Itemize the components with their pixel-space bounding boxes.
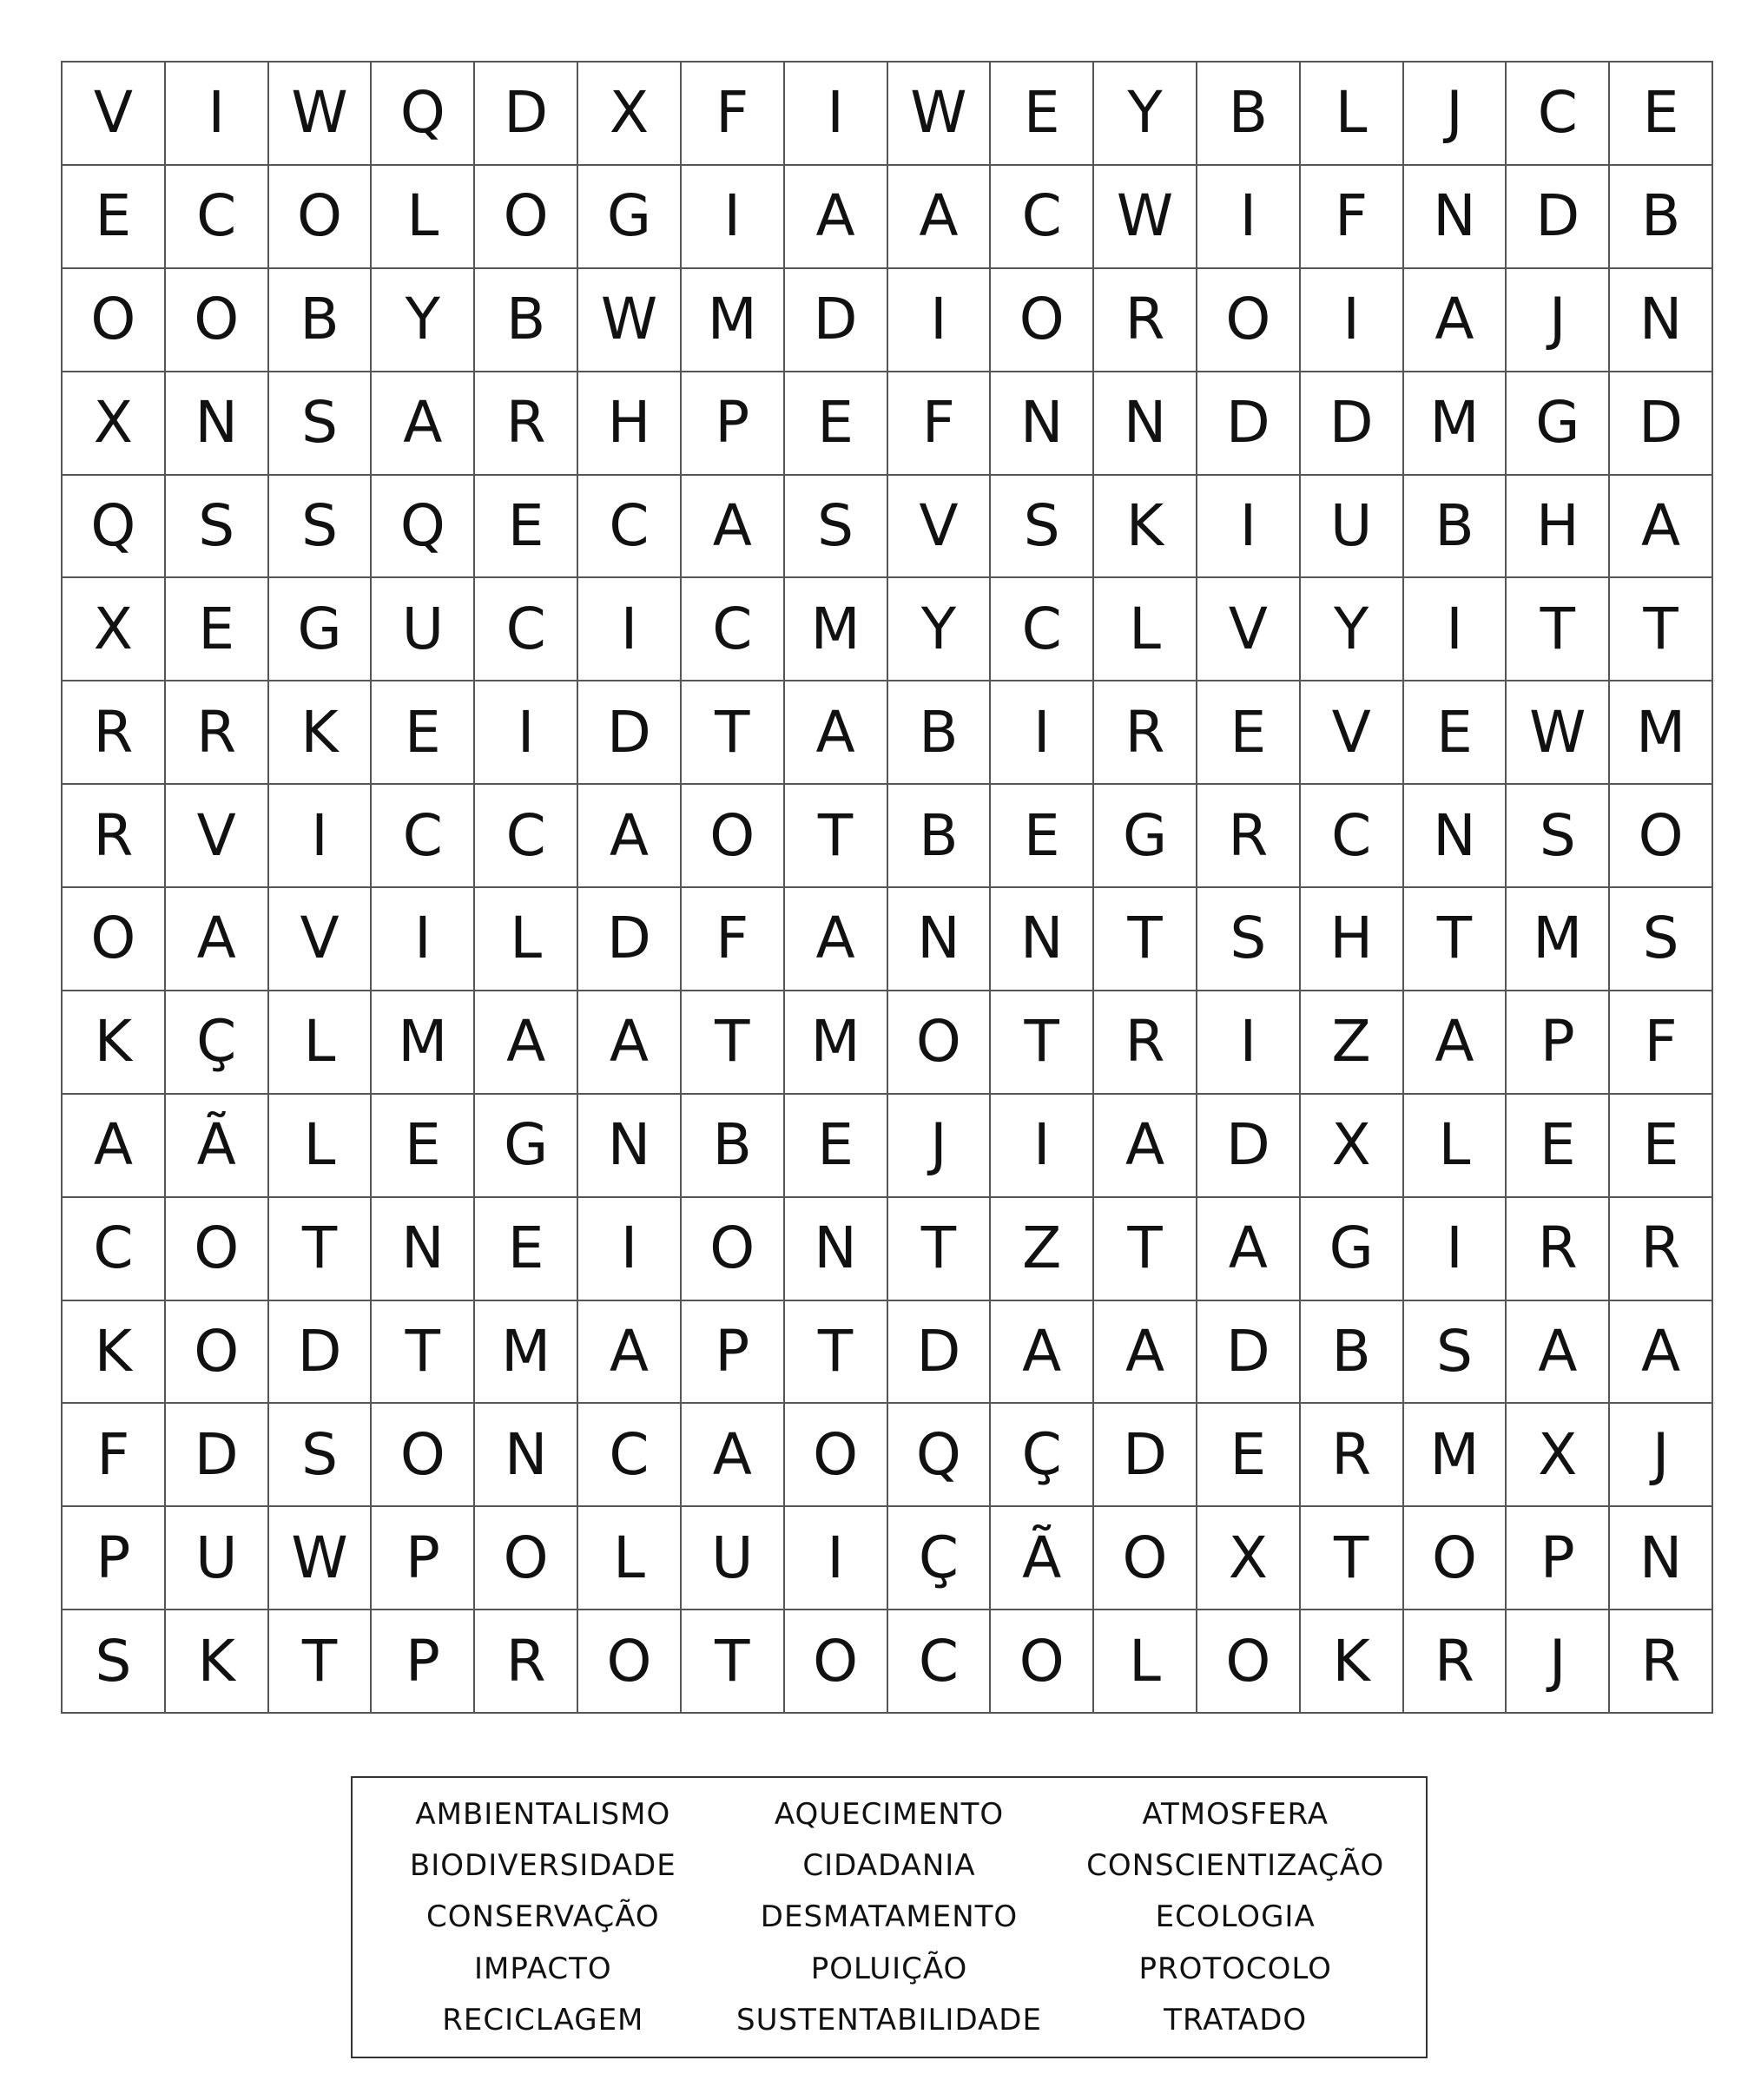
grid-cell[interactable]: P — [63, 1507, 166, 1610]
grid-cell[interactable]: M — [785, 578, 888, 681]
grid-cell[interactable]: E — [63, 166, 166, 269]
grid-cell[interactable]: P — [372, 1610, 475, 1714]
grid-cell[interactable]: E — [1404, 681, 1507, 785]
grid-cell[interactable]: U — [166, 1507, 269, 1610]
grid-cell[interactable]: B — [1301, 1301, 1404, 1405]
grid-cell[interactable]: M — [475, 1301, 578, 1405]
grid-cell[interactable]: A — [578, 1301, 682, 1405]
grid-cell[interactable]: Ã — [166, 1095, 269, 1198]
grid-cell[interactable]: M — [1404, 372, 1507, 476]
grid-cell[interactable]: I — [785, 63, 888, 166]
grid-cell[interactable]: E — [1507, 1095, 1610, 1198]
word-bank-item: AMBIENTALISMO — [415, 1796, 671, 1832]
grid-cell[interactable]: E — [372, 1095, 475, 1198]
grid-cell[interactable]: O — [991, 269, 1094, 372]
grid-cell[interactable]: C — [682, 578, 785, 681]
grid-cell[interactable]: E — [991, 785, 1094, 888]
grid-cell[interactable]: P — [372, 1507, 475, 1610]
grid-cell[interactable]: N — [1610, 269, 1713, 372]
word-bank-item: POLUIÇÃO — [810, 1951, 968, 1986]
word-bank-item: DESMATAMENTO — [760, 1899, 1019, 1935]
grid-cell[interactable]: L — [1094, 1610, 1197, 1714]
grid-cell[interactable]: T — [991, 991, 1094, 1095]
grid-cell[interactable]: N — [1610, 1507, 1713, 1610]
grid-cell[interactable]: D — [1301, 372, 1404, 476]
grid-cell[interactable]: R — [63, 785, 166, 888]
grid-cell[interactable]: T — [1610, 578, 1713, 681]
grid-cell[interactable]: Ç — [888, 1507, 992, 1610]
grid-cell[interactable]: A — [1610, 1301, 1713, 1405]
grid-cell[interactable]: F — [63, 1404, 166, 1507]
grid-cell[interactable]: V — [166, 785, 269, 888]
grid-cell[interactable]: A — [1094, 1301, 1197, 1405]
grid-cell[interactable]: O — [785, 1404, 888, 1507]
grid-cell[interactable]: A — [475, 991, 578, 1095]
grid-cell[interactable]: L — [1094, 578, 1197, 681]
grid-cell[interactable]: O — [166, 1301, 269, 1405]
grid-cell[interactable]: L — [269, 1095, 373, 1198]
grid-cell[interactable]: R — [1094, 991, 1197, 1095]
grid-cell[interactable]: S — [991, 476, 1094, 579]
grid-cell[interactable]: B — [1197, 63, 1301, 166]
grid-cell[interactable]: R — [166, 681, 269, 785]
grid-cell[interactable]: J — [1507, 1610, 1610, 1714]
grid-cell[interactable]: E — [1197, 1404, 1301, 1507]
grid-cell[interactable]: R — [1404, 1610, 1507, 1714]
grid-cell[interactable]: M — [1404, 1404, 1507, 1507]
grid-cell[interactable]: J — [1404, 63, 1507, 166]
grid-cell[interactable]: Q — [63, 476, 166, 579]
grid-cell[interactable]: T — [1404, 888, 1507, 991]
grid-cell[interactable]: X — [63, 372, 166, 476]
grid-cell[interactable]: O — [1197, 1610, 1301, 1714]
grid-cell[interactable]: A — [1610, 476, 1713, 579]
grid-cell[interactable]: C — [372, 785, 475, 888]
grid-cell[interactable]: R — [475, 372, 578, 476]
grid-cell[interactable]: D — [269, 1301, 373, 1405]
grid-cell[interactable]: K — [1094, 476, 1197, 579]
grid-cell[interactable]: D — [785, 269, 888, 372]
grid-cell[interactable]: K — [166, 1610, 269, 1714]
grid-cell[interactable]: V — [888, 476, 992, 579]
grid-cell[interactable]: Z — [1301, 991, 1404, 1095]
grid-cell[interactable]: X — [1507, 1404, 1610, 1507]
grid-cell[interactable]: I — [888, 269, 992, 372]
grid-cell[interactable]: S — [1404, 1301, 1507, 1405]
grid-cell[interactable]: O — [166, 1198, 269, 1301]
grid-cell[interactable]: D — [578, 888, 682, 991]
grid-cell[interactable]: C — [1301, 785, 1404, 888]
grid-cell[interactable]: X — [1301, 1095, 1404, 1198]
grid-cell[interactable]: X — [1197, 1507, 1301, 1610]
grid-cell[interactable]: A — [1197, 1198, 1301, 1301]
grid-cell[interactable]: N — [166, 372, 269, 476]
grid-cell[interactable]: I — [475, 681, 578, 785]
grid-cell[interactable]: H — [1301, 888, 1404, 991]
grid-cell[interactable]: A — [578, 785, 682, 888]
grid-cell[interactable]: T — [785, 785, 888, 888]
grid-cell[interactable]: H — [1507, 476, 1610, 579]
word-bank-item: TRATADO — [1164, 2003, 1308, 2038]
grid-cell[interactable]: I — [1197, 166, 1301, 269]
grid-cell[interactable]: D — [1197, 372, 1301, 476]
grid-cell[interactable]: C — [888, 1610, 992, 1714]
grid-cell[interactable]: R — [1197, 785, 1301, 888]
grid-cell[interactable]: R — [1301, 1404, 1404, 1507]
grid-cell[interactable]: A — [1094, 1095, 1197, 1198]
grid-cell[interactable]: O — [888, 991, 992, 1095]
grid-cell[interactable]: B — [1610, 166, 1713, 269]
grid-cell[interactable]: N — [888, 888, 992, 991]
grid-cell[interactable]: E — [475, 1198, 578, 1301]
grid-cell[interactable]: I — [578, 578, 682, 681]
grid-cell[interactable]: A — [785, 681, 888, 785]
grid-cell[interactable]: S — [269, 372, 373, 476]
grid-cell[interactable]: F — [682, 888, 785, 991]
grid-cell[interactable]: D — [166, 1404, 269, 1507]
grid-cell[interactable]: T — [682, 991, 785, 1095]
grid-cell[interactable]: B — [682, 1095, 785, 1198]
grid-cell[interactable]: E — [991, 63, 1094, 166]
grid-cell[interactable]: I — [269, 785, 373, 888]
grid-cell[interactable]: T — [269, 1198, 373, 1301]
grid-cell[interactable]: N — [475, 1404, 578, 1507]
grid-cell[interactable]: S — [63, 1610, 166, 1714]
grid-cell[interactable]: O — [1610, 785, 1713, 888]
grid-cell[interactable]: D — [1507, 166, 1610, 269]
grid-cell[interactable]: I — [1404, 578, 1507, 681]
word-bank-item: BIODIVERSIDADE — [409, 1848, 676, 1884]
grid-cell[interactable]: O — [166, 269, 269, 372]
word-bank — [351, 1776, 1428, 2058]
grid-cell[interactable]: R — [1507, 1198, 1610, 1301]
grid-cell[interactable]: W — [269, 1507, 373, 1610]
grid-cell[interactable]: E — [1610, 63, 1713, 166]
grid-cell[interactable]: L — [1301, 63, 1404, 166]
word-bank-item: SUSTENTABILIDADE — [736, 2003, 1042, 2038]
word-bank-item: CONSCIENTIZAÇÃO — [1086, 1848, 1385, 1884]
grid-cell[interactable]: W — [269, 63, 373, 166]
grid-cell[interactable]: T — [682, 1610, 785, 1714]
grid-cell[interactable]: I — [682, 166, 785, 269]
grid-cell[interactable]: O — [991, 1610, 1094, 1714]
grid-cell[interactable]: Y — [372, 269, 475, 372]
grid-cell[interactable]: U — [372, 578, 475, 681]
grid-cell[interactable]: C — [578, 476, 682, 579]
grid-cell[interactable]: W — [1507, 681, 1610, 785]
grid-cell[interactable]: C — [475, 578, 578, 681]
grid-cell[interactable]: I — [1197, 991, 1301, 1095]
grid-cell[interactable]: R — [1610, 1610, 1713, 1714]
grid-cell[interactable]: N — [991, 372, 1094, 476]
grid-cell[interactable]: N — [578, 1095, 682, 1198]
grid-cell[interactable]: Q — [888, 1404, 992, 1507]
grid-cell[interactable]: I — [991, 681, 1094, 785]
grid-cell[interactable]: B — [269, 269, 373, 372]
grid-cell[interactable]: O — [372, 1404, 475, 1507]
grid-cell[interactable]: P — [682, 372, 785, 476]
grid-cell[interactable]: O — [682, 785, 785, 888]
grid-cell[interactable]: I — [991, 1095, 1094, 1198]
grid-cell[interactable]: A — [991, 1301, 1094, 1405]
grid-cell[interactable]: D — [888, 1301, 992, 1405]
grid-cell[interactable]: A — [888, 166, 992, 269]
grid-cell[interactable]: O — [269, 166, 373, 269]
grid-cell[interactable]: Q — [372, 63, 475, 166]
grid-cell[interactable]: O — [785, 1610, 888, 1714]
grid-cell[interactable]: T — [888, 1198, 992, 1301]
grid-cell[interactable]: R — [475, 1610, 578, 1714]
grid-cell[interactable]: V — [1301, 681, 1404, 785]
grid-cell[interactable]: V — [63, 63, 166, 166]
grid-cell[interactable]: O — [475, 1507, 578, 1610]
grid-cell[interactable]: V — [269, 888, 373, 991]
grid-cell[interactable]: Y — [1094, 63, 1197, 166]
word-bank-item: RECICLAGEM — [442, 2003, 644, 2038]
grid-cell[interactable]: I — [578, 1198, 682, 1301]
grid-cell[interactable]: U — [682, 1507, 785, 1610]
grid-cell[interactable]: D — [578, 681, 682, 785]
grid-cell[interactable]: Q — [372, 476, 475, 579]
grid-cell[interactable]: N — [1404, 166, 1507, 269]
word-bank-item: ECOLOGIA — [1155, 1899, 1316, 1935]
grid-cell[interactable]: K — [1301, 1610, 1404, 1714]
grid-cell[interactable]: A — [166, 888, 269, 991]
grid-cell[interactable]: X — [63, 578, 166, 681]
grid-cell[interactable]: O — [682, 1198, 785, 1301]
grid-cell[interactable]: T — [269, 1610, 373, 1714]
grid-cell[interactable]: O — [578, 1610, 682, 1714]
grid-cell[interactable]: K — [63, 991, 166, 1095]
grid-cell[interactable]: S — [1197, 888, 1301, 991]
grid-cell[interactable]: Z — [991, 1198, 1094, 1301]
grid-cell[interactable]: R — [1610, 1198, 1713, 1301]
grid-cell[interactable]: N — [991, 888, 1094, 991]
grid-cell[interactable]: A — [1404, 269, 1507, 372]
grid-cell[interactable]: B — [475, 269, 578, 372]
grid-cell[interactable]: E — [785, 1095, 888, 1198]
grid-cell[interactable]: O — [63, 269, 166, 372]
grid-cell[interactable]: Y — [888, 578, 992, 681]
grid-cell[interactable]: F — [1301, 166, 1404, 269]
grid-cell[interactable]: I — [372, 888, 475, 991]
word-search-grid — [61, 61, 1713, 1714]
grid-cell[interactable]: S — [269, 1404, 373, 1507]
grid-cell[interactable]: R — [1094, 681, 1197, 785]
grid-cell[interactable]: A — [785, 166, 888, 269]
grid-cell[interactable]: W — [578, 269, 682, 372]
grid-cell[interactable]: F — [682, 63, 785, 166]
grid-cell[interactable]: C — [475, 785, 578, 888]
grid-cell[interactable]: D — [1197, 1301, 1301, 1405]
grid-cell[interactable]: C — [578, 1404, 682, 1507]
grid-cell[interactable]: T — [1094, 888, 1197, 991]
grid-cell[interactable]: B — [888, 785, 992, 888]
grid-cell[interactable]: C — [991, 166, 1094, 269]
grid-cell[interactable]: A — [63, 1095, 166, 1198]
grid-cell[interactable]: B — [1404, 476, 1507, 579]
word-bank-item: AQUECIMENTO — [774, 1796, 1005, 1832]
word-bank-item: ATMOSFERA — [1142, 1796, 1329, 1832]
grid-cell[interactable]: D — [475, 63, 578, 166]
grid-cell[interactable]: I — [166, 63, 269, 166]
grid-cell[interactable]: M — [372, 991, 475, 1095]
grid-cell[interactable]: N — [785, 1198, 888, 1301]
grid-cell[interactable]: G — [578, 166, 682, 269]
grid-cell[interactable]: O — [1404, 1507, 1507, 1610]
grid-cell[interactable]: M — [785, 991, 888, 1095]
grid-cell[interactable]: W — [1094, 166, 1197, 269]
grid-cell[interactable]: V — [1197, 578, 1301, 681]
grid-cell[interactable]: L — [269, 991, 373, 1095]
grid-cell[interactable]: K — [269, 681, 373, 785]
grid-cell[interactable]: T — [1507, 578, 1610, 681]
grid-cell[interactable]: I — [1301, 269, 1404, 372]
grid-cell[interactable]: E — [785, 372, 888, 476]
grid-cell[interactable]: A — [578, 991, 682, 1095]
grid-cell[interactable]: T — [1094, 1198, 1197, 1301]
grid-cell[interactable]: C — [63, 1198, 166, 1301]
grid-cell[interactable]: K — [63, 1301, 166, 1405]
grid-cell[interactable]: P — [682, 1301, 785, 1405]
grid-cell[interactable]: X — [578, 63, 682, 166]
grid-cell[interactable]: H — [578, 372, 682, 476]
grid-cell[interactable]: J — [1610, 1404, 1713, 1507]
grid-cell[interactable]: W — [888, 63, 992, 166]
grid-cell[interactable]: F — [888, 372, 992, 476]
grid-cell[interactable]: I — [1197, 476, 1301, 579]
grid-cell[interactable]: M — [1610, 681, 1713, 785]
grid-cell[interactable]: G — [269, 578, 373, 681]
grid-cell[interactable]: E — [1197, 681, 1301, 785]
grid-cell[interactable]: O — [63, 888, 166, 991]
grid-cell[interactable]: S — [785, 476, 888, 579]
grid-cell[interactable]: U — [1301, 476, 1404, 579]
grid-cell[interactable]: S — [1610, 888, 1713, 991]
grid-cell[interactable]: E — [372, 681, 475, 785]
grid-cell[interactable]: L — [475, 888, 578, 991]
word-bank-item: CONSERVAÇÃO — [425, 1899, 660, 1935]
grid-cell[interactable]: E — [1610, 1095, 1713, 1198]
grid-cell[interactable]: C — [1507, 63, 1610, 166]
grid-cell[interactable]: N — [372, 1198, 475, 1301]
grid-cell[interactable]: L — [1404, 1095, 1507, 1198]
grid-cell[interactable]: S — [1507, 785, 1610, 888]
grid-cell[interactable]: Ç — [166, 991, 269, 1095]
grid-cell[interactable]: A — [1507, 1301, 1610, 1405]
grid-cell[interactable]: B — [888, 681, 992, 785]
grid-cell[interactable]: G — [475, 1095, 578, 1198]
grid-cell[interactable]: A — [682, 1404, 785, 1507]
grid-cell[interactable]: M — [1507, 888, 1610, 991]
grid-cell[interactable]: N — [1094, 372, 1197, 476]
grid-cell[interactable]: N — [1404, 785, 1507, 888]
grid-cell[interactable]: G — [1094, 785, 1197, 888]
grid-cell[interactable]: G — [1301, 1198, 1404, 1301]
grid-cell[interactable]: A — [785, 888, 888, 991]
grid-cell[interactable]: P — [1507, 991, 1610, 1095]
grid-cell[interactable]: E — [166, 578, 269, 681]
grid-cell[interactable]: T — [785, 1301, 888, 1405]
grid-cell[interactable]: O — [1197, 269, 1301, 372]
grid-cell[interactable]: P — [1507, 1507, 1610, 1610]
grid-cell[interactable]: C — [991, 578, 1094, 681]
word-bank-item: PROTOCOLO — [1138, 1951, 1332, 1986]
grid-cell[interactable]: Y — [1301, 578, 1404, 681]
grid-cell[interactable]: D — [1094, 1404, 1197, 1507]
grid-cell[interactable]: L — [372, 166, 475, 269]
grid-cell[interactable]: E — [475, 476, 578, 579]
grid-cell[interactable]: O — [475, 166, 578, 269]
grid-cell[interactable]: A — [682, 476, 785, 579]
grid-cell[interactable]: T — [1301, 1507, 1404, 1610]
grid-cell[interactable]: Ç — [991, 1404, 1094, 1507]
grid-cell[interactable]: S — [269, 476, 373, 579]
grid-cell[interactable]: D — [1197, 1095, 1301, 1198]
grid-cell[interactable]: R — [1094, 269, 1197, 372]
grid-cell[interactable]: Ã — [991, 1507, 1094, 1610]
grid-cell[interactable]: F — [1610, 991, 1713, 1095]
grid-cell[interactable]: C — [166, 166, 269, 269]
grid-cell[interactable]: J — [888, 1095, 992, 1198]
grid-cell[interactable]: T — [372, 1301, 475, 1405]
grid-cell[interactable]: J — [1507, 269, 1610, 372]
grid-cell[interactable]: M — [682, 269, 785, 372]
grid-cell[interactable]: O — [1094, 1507, 1197, 1610]
grid-cell[interactable]: T — [682, 681, 785, 785]
grid-cell[interactable]: I — [1404, 1198, 1507, 1301]
grid-cell[interactable]: I — [785, 1507, 888, 1610]
grid-cell[interactable]: G — [1507, 372, 1610, 476]
word-bank-item: IMPACTO — [474, 1951, 612, 1986]
word-bank-item: CIDADANIA — [802, 1848, 976, 1884]
grid-cell[interactable]: R — [63, 681, 166, 785]
grid-cell[interactable]: D — [1610, 372, 1713, 476]
grid-cell[interactable]: L — [578, 1507, 682, 1610]
grid-cell[interactable]: A — [372, 372, 475, 476]
grid-cell[interactable]: A — [1404, 991, 1507, 1095]
grid-cell[interactable]: S — [166, 476, 269, 579]
